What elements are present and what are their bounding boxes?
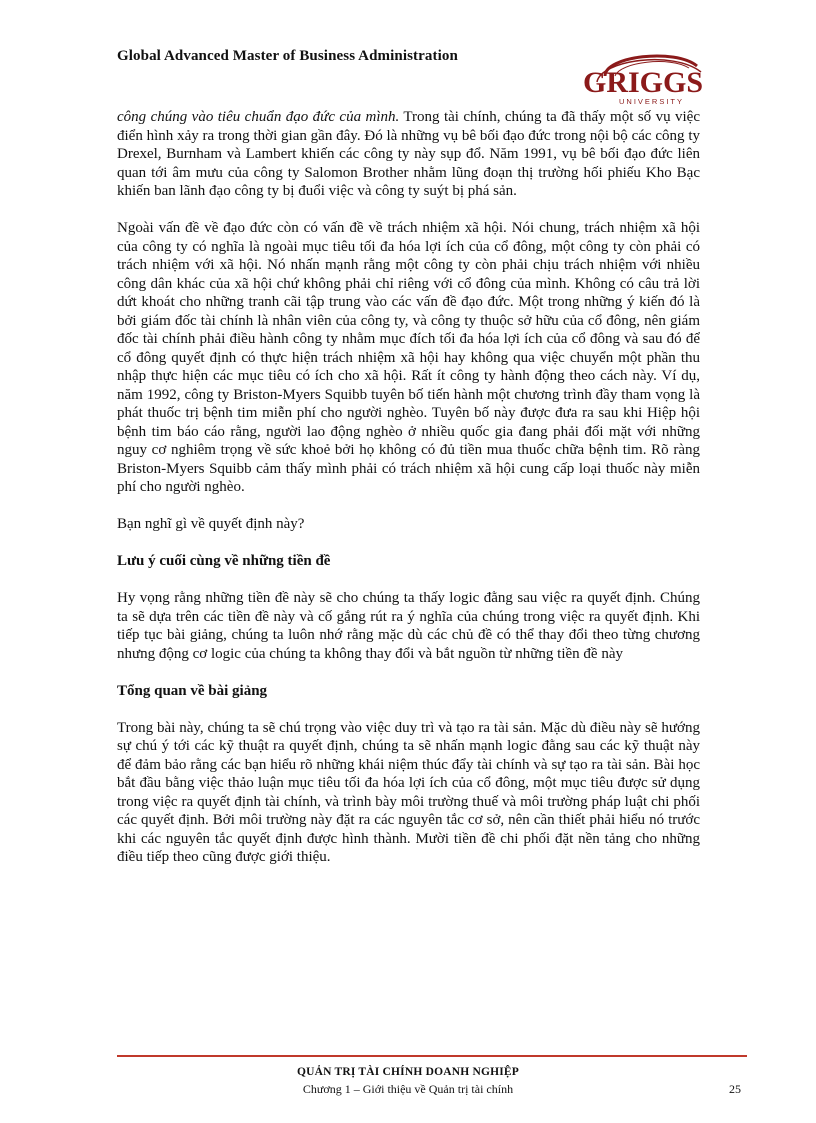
footer-divider <box>117 1055 747 1057</box>
document-header-title: Global Advanced Master of Business Administration <box>117 48 458 64</box>
paragraph-ethics-text: Trong tài chính, chúng ta đã thấy một số vụ việc điển hình xảy ra trong thời gian gần đây. Đó là những vụ bê bối đạo đức trong nội bộ các công ty Drexel, Burnham và Lambert khiến các công ty này sụp đổ. Năm 1991, vụ bê bối đạo đức liên quan tới âm mưu của công ty Salomon Brother nhằm lũng đoạn thị trường hối phiếu Kho Bạc khiến ban lãnh đạo công ty bị đuổi việc và công ty suýt bị phá sản. <box>117 109 700 199</box>
paragraph-ethics-scandals <box>117 108 700 201</box>
heading-final-note: Lưu ý cuối cùng về những tiền đề <box>117 553 331 569</box>
document-body <box>117 108 700 885</box>
paragraph-question: Bạn nghĩ gì về quyết định này? <box>117 516 305 532</box>
paragraph-italic-lead: công chúng vào tiêu chuẩn đạo đức của mình. <box>117 109 400 125</box>
paragraph-overview: Trong bài này, chúng ta sẽ chú trọng vào việc duy trì và tạo ra tài sản. Mặc dù điều này sẽ hướng sự chú ý tới các kỹ thuật ra quyết định, chúng ta sẽ nhấn mạnh logic đằng sau các kỹ thuật này để đảm bảo rằng các bạn hiểu rõ những khái niệm thúc đẩy tài chính và sự tạo ra tài sản. Bài học bắt đầu bằng việc thảo luận mục tiêu tối đa hóa lợi ích của cổ đông, một mục tiêu được sử dụng trong việc ra quyết định tài chính, và trình bày môi trường thuế và môi trường pháp luật chi phối các quyết định. Bởi môi trường này đặt ra các nguyên tắc cơ sở, nên cần thiết phải hiểu nó trước khi các nguyên tắc quyết định được hình thành. Mười tiền đề chi phối đặt nền tảng cho những điều tiếp theo cũng được giới thiệu. <box>117 719 700 865</box>
logo-wordmark: GRIGGS <box>583 66 704 99</box>
footer-chapter-title: Chương 1 – Giới thiệu về Quản trị tài chính <box>302 1082 514 1096</box>
griggs-university-logo <box>575 46 705 106</box>
logo-subtitle: UNIVERSITY <box>619 97 685 106</box>
paragraph-social-responsibility: Ngoài vấn đề về đạo đức còn có vấn đề về trách nhiệm xã hội. Nói chung, trách nhiệm xã hội của công ty có nghĩa là ngoài mục tiêu tối đa hóa lợi ích của cổ đông, một công ty còn phải có trách nhiệm với xã hội. Nó nhấn mạnh rằng một công ty còn phải chịu trách nhiệm với nhiều công dân khác của xã hội chứ không phải chỉ riêng với cổ đông của mình. Không có câu trả lời dứt khoát cho những tranh cãi tập trung vào các vấn đề đạo đức. Một trong những ý kiến đó là bởi giám đốc tài chính là nhân viên của công ty, và công ty thuộc sở hữu của cổ đông, nên giám đốc tài chính phải điều hành công ty nhằm mục đích tối đa hóa lợi ích của cổ đông và sau đó để cổ đông quyết định có thực hiện trách nhiệm xã hội hay không qua việc chuyển một phần thu nhập thực hiện các mục tiêu có ích cho xã hội. Rất ít công ty hành động theo cách này. Ví dụ, năm 1992, công ty Briston-Myers Squibb tuyên bố tiến hành một chương trình đầy tham vọng là phát thuốc trị bệnh tim miễn phí cho người nghèo. Tuyên bố này được đưa ra sau khi Hiệp hội bệnh tim báo cáo rằng, người lao động nghèo ở nhiều quốc gia đang phải đối mặt với những nguy cơ nghiêm trọng về sức khoẻ bởi họ không có đủ tiền mua thuốc chữa bệnh tim. Rõ ràng Briston-Myers Squibb cảm thấy mình phải có trách nhiệm xã hội cung cấp loại thuốc này miễn phí cho người nghèo. <box>117 220 700 495</box>
footer-course-title: QUẢN TRỊ TÀI CHÍNH DOANH NGHIỆP <box>296 1066 520 1078</box>
paragraph-premises: Hy vọng rằng những tiền đề này sẽ cho chúng ta thấy logic đằng sau việc ra quyết định. Chúng ta sẽ dựa trên các tiền đề này và cố gắng rút ra ý nghĩa của chúng trong việc ra quyết định. Khi tiếp tục bài giảng, chúng ta luôn nhớ rằng mặc dù các chủ đề có thể thay đổi theo từng chương nhưng động cơ logic của chúng ta không thay đổi và bắt nguồn từ những tiền đề này <box>117 590 700 662</box>
page-number: 25 <box>729 1082 741 1096</box>
heading-lecture-overview: Tổng quan về bài giảng <box>117 682 268 699</box>
